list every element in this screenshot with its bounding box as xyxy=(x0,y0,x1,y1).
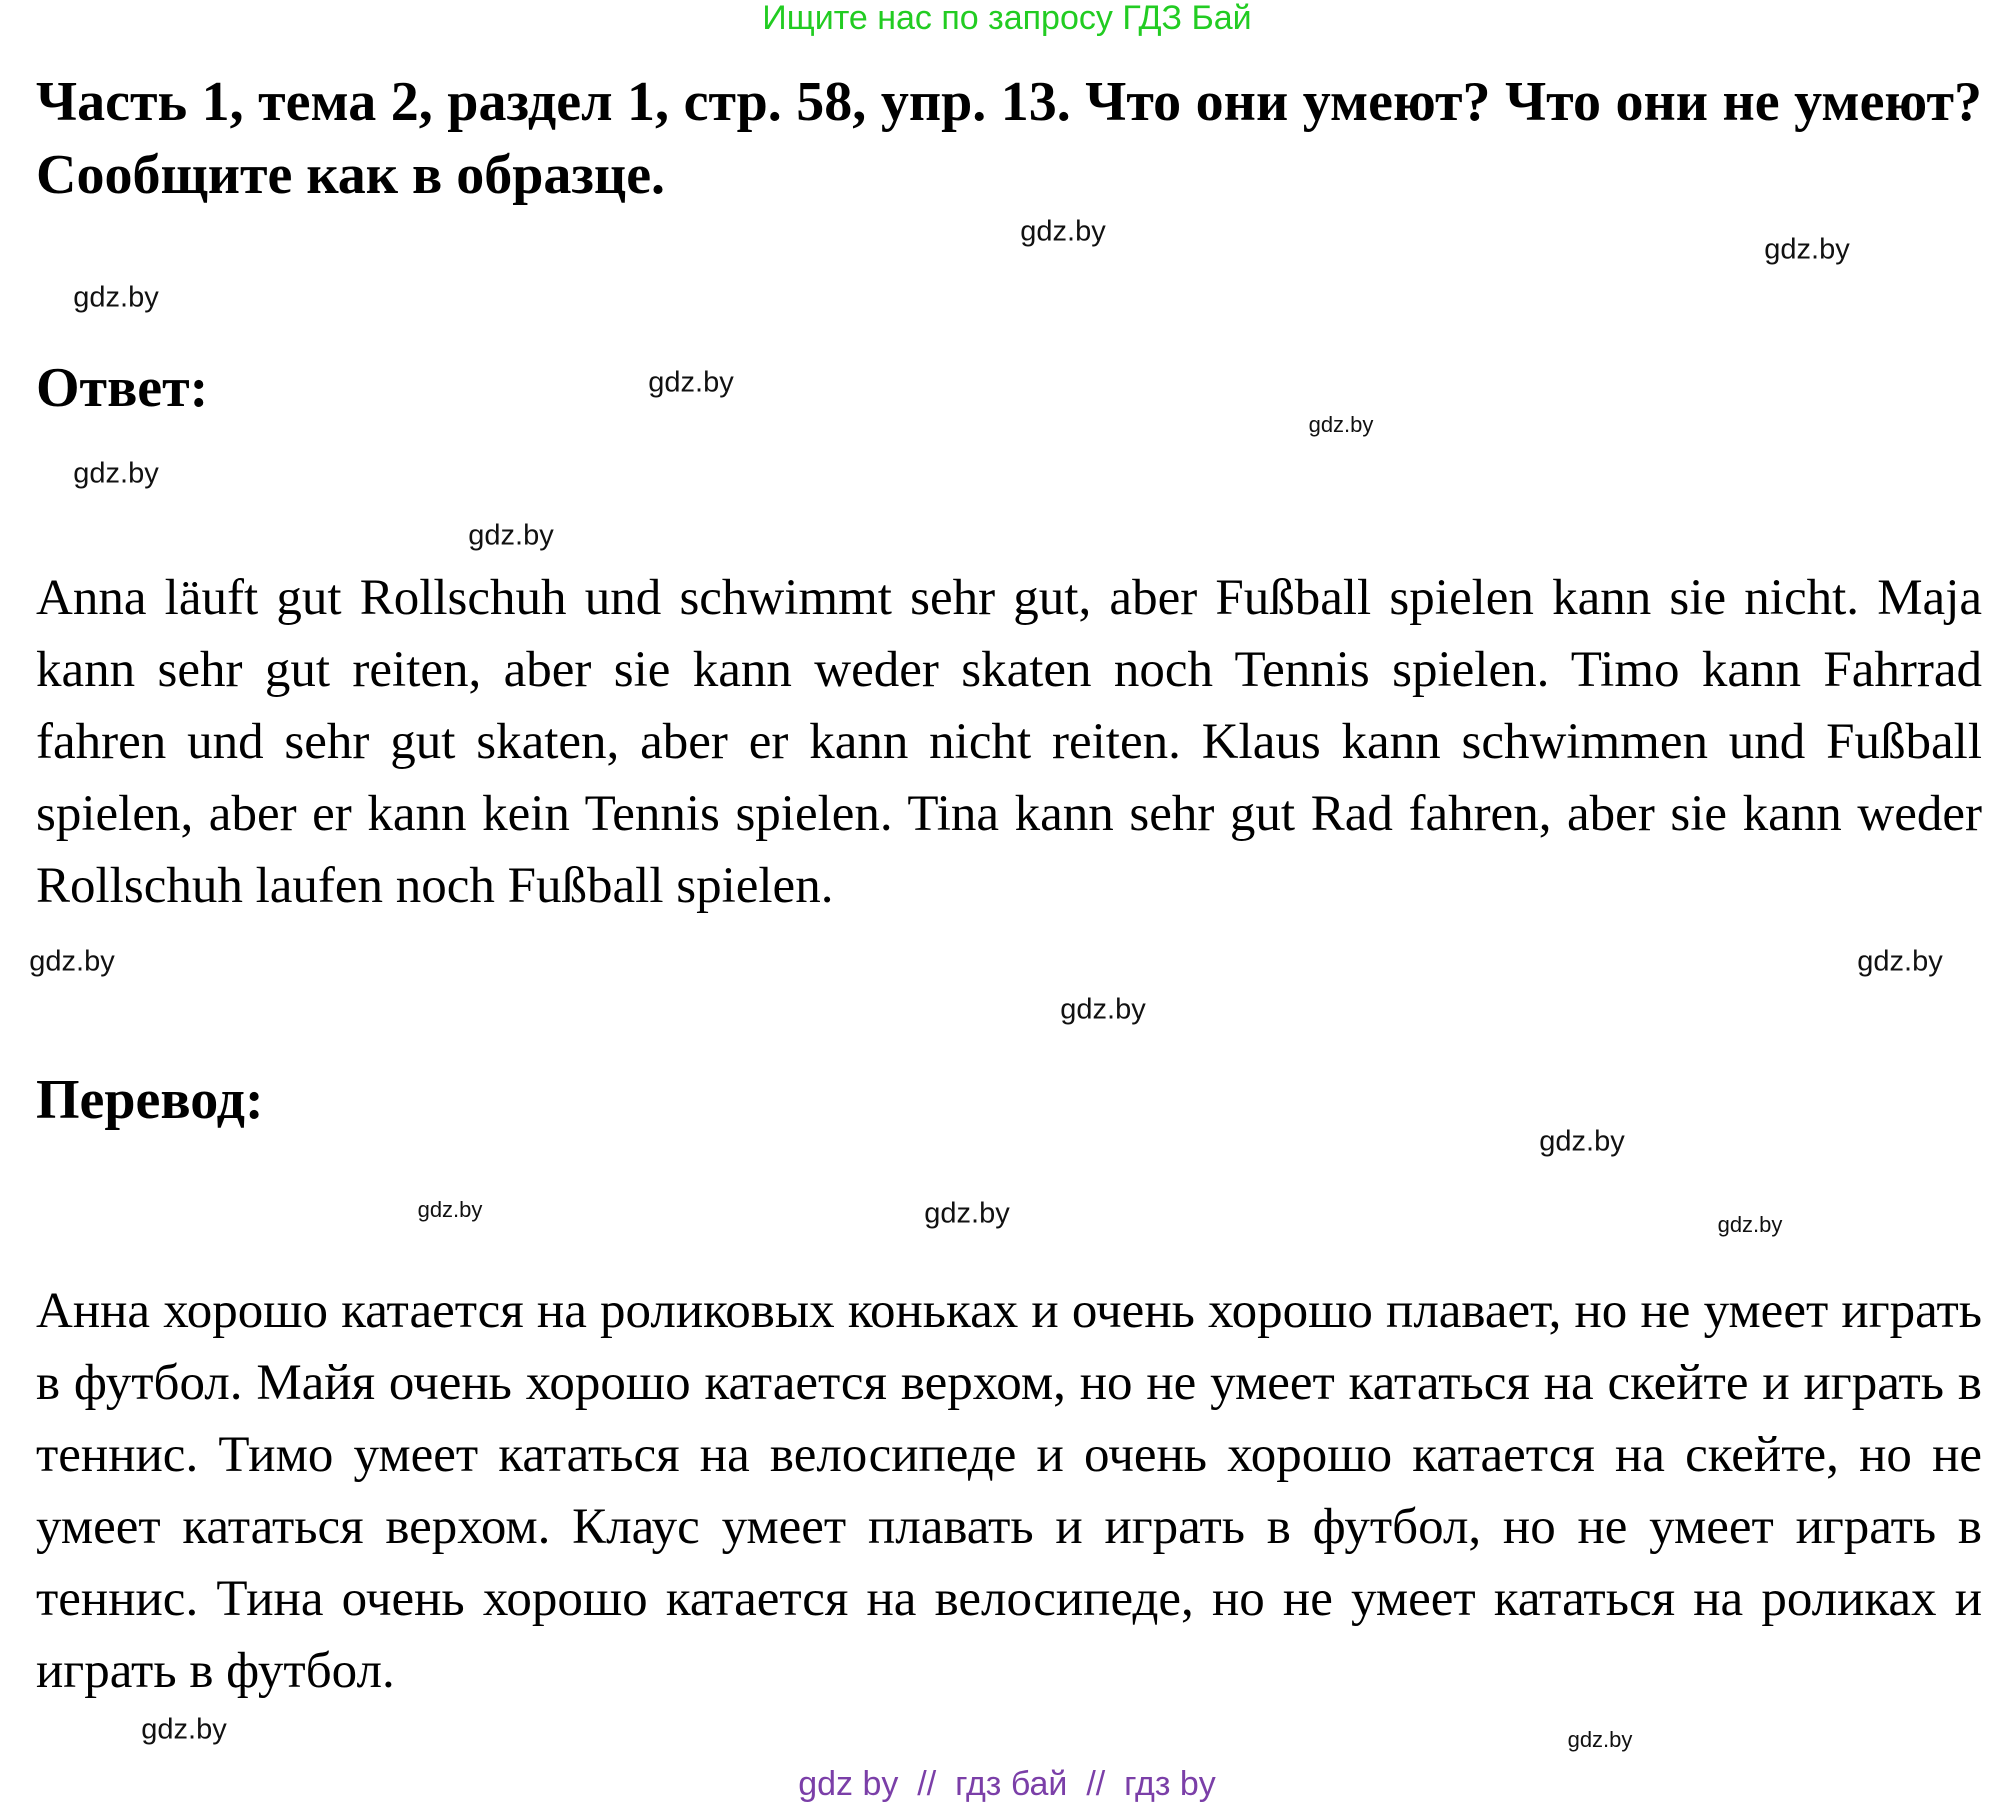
watermark: gdz.by xyxy=(1020,215,1106,248)
watermark: gdz.by xyxy=(73,457,159,490)
watermark: gdz.by xyxy=(648,366,734,399)
translation-heading: Перевод: xyxy=(36,1069,264,1131)
answer-heading: Ответ: xyxy=(36,357,209,419)
footer-links: gdz by // гдз бай // гдз by xyxy=(798,1765,1216,1803)
watermark: gdz.by xyxy=(417,1197,483,1222)
exercise-title: Часть 1, тема 2, раздел 1, стр. 58, упр. 13. Что они умеют? Что они не умеют? Сообщите как в образце. xyxy=(36,71,1982,206)
watermark: gdz.by xyxy=(1060,993,1146,1026)
watermark: gdz.by xyxy=(1308,412,1374,437)
watermark: gdz.by xyxy=(1539,1125,1625,1158)
watermark: gdz.by xyxy=(924,1197,1010,1230)
watermark: gdz.by xyxy=(29,945,115,978)
watermark: gdz.by xyxy=(1717,1212,1783,1237)
watermark: gdz.by xyxy=(1857,945,1943,978)
watermark: gdz.by xyxy=(1567,1727,1633,1752)
watermark: gdz.by xyxy=(468,519,554,552)
watermark: gdz.by xyxy=(1764,233,1850,266)
search-banner: Ищите нас по запросу ГДЗ Бай xyxy=(762,0,1252,37)
translation-text: Анна хорошо катается на роликовых коньках и очень хорошо плавает, но не умеет играть в футбол. Майя очень хорошо катается верхом, но не умеет кататься на скейте и играть в теннис. Тимо умеет кататься на велосипеде и очень хорошо катается на скейте, но не умеет кататься верхом. Клаус умеет плавать и играть в футбол, но не умеет играть в теннис. Тина очень хорошо катается на велосипеде, но не умеет кататься на роликах и играть в футбол. xyxy=(36,1283,1982,1699)
watermark: gdz.by xyxy=(141,1713,227,1746)
answer-text: Anna läuft gut Rollschuh und schwimmt sehr gut, aber Fußball spielen kann sie nicht. Maja kann sehr gut reiten, aber sie kann weder skaten noch Tennis spielen. Timo kann Fahrrad fahren und sehr gut skaten, aber er kann nicht reiten. Klaus kann schwimmen und Fußball spielen, aber er kann kein Tennis spielen. Tina kann sehr gut Rad fahren, aber sie kann weder Rollschuh laufen noch Fußball spielen. xyxy=(36,570,1982,914)
watermark: gdz.by xyxy=(73,281,159,314)
